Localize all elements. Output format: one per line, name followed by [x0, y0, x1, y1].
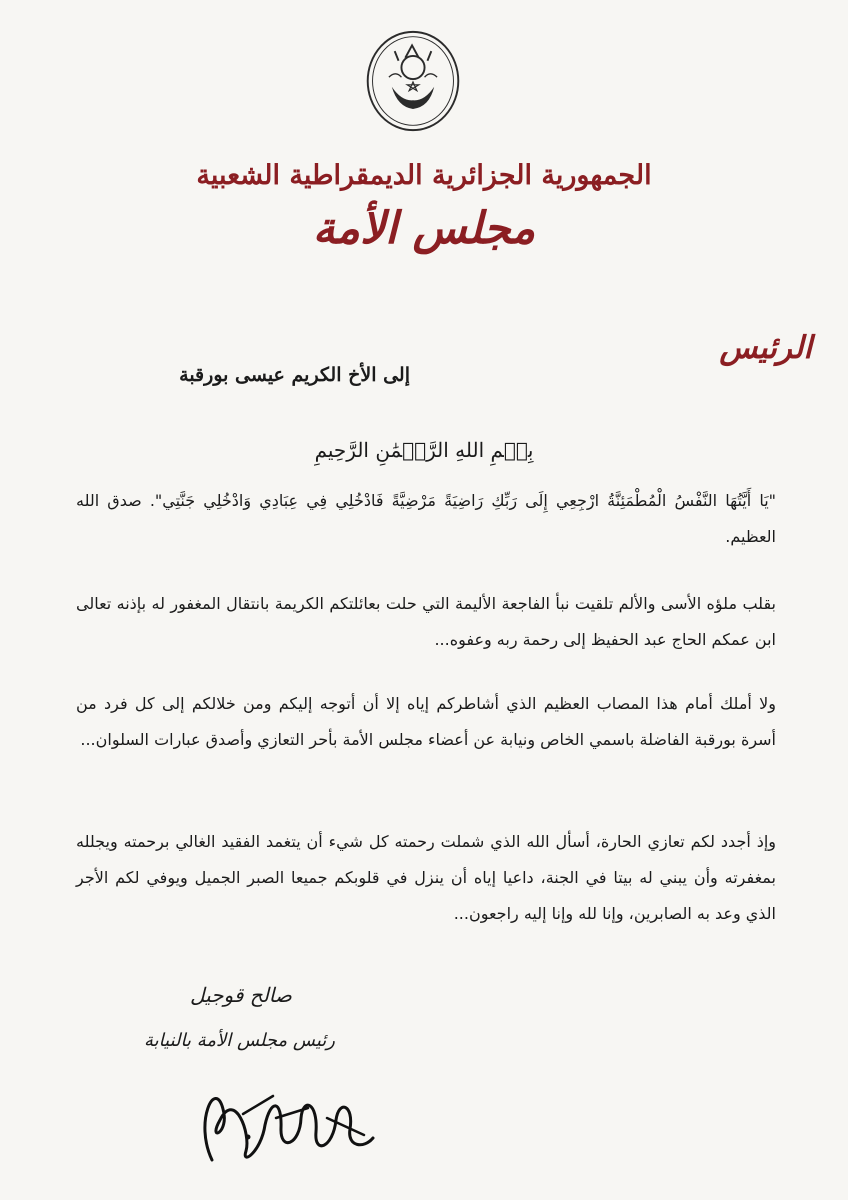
condolence-paragraph-1: بقلب ملؤه الأسى والألم تلقيت نبأ الفاجعة الأليمة التي حلت بعائلتكم الكريمة بانتقال المغفور له بإذنه تعالى ابن عمكم الحاج عبد الحفيظ إلى رحمة ربه وعفوه... — [76, 594, 776, 649]
condolence-paragraph-2: ولا أملك أمام هذا المصاب العظيم الذي أشاطركم إياه إلا أن أتوجه إليكم ومن خلالكم إلى كل فرد من أسرة بورقبة الفاضلة باسمي الخاص ونيابة عن أعضاء مجلس الأمة بأحر التعازي وأصدق عبارات السلوان... — [76, 694, 776, 749]
president-label: الرئيس — [719, 330, 812, 366]
handwritten-signature — [190, 1060, 380, 1175]
quran-verse: "يَا أَيَّتُهَا النَّفْسُ الْمُطْمَئِنَّةُ ارْجِعِي إِلَى رَبِّكِ رَاضِيَةً مَرْضِيَّةً فَادْخُلِي فِي عِبَادِي وَادْخُلِي جَنَّتِي". صدق الله العظيم. — [76, 491, 776, 546]
recipient-line: إلى الأخ الكريم عيسى بورقبة — [179, 364, 410, 386]
condolence-paragraph-3: وإذ أجدد لكم تعازي الحارة، أسأل الله الذي شملت رحمته كل شيء أن يتغمد الفقيد الغالي برحمته ويجلله بمغفرته وأن يبني له بيتا في الجنة، داعيا إياه أن ينزل في قلوبكم جميعا الصبر الجميل ويوفي لكم الأجر الذي وعد به الصابرين، وإنا لله وإنا إليه راجعون... — [76, 832, 776, 923]
signer-title: رئيس مجلس الأمة بالنيابة — [144, 1030, 335, 1051]
council-title: مجلس الأمة — [312, 203, 536, 254]
basmala: بِسۡمِ اللهِ الرَّحۡمَٰنِ الرَّحِيمِ — [314, 438, 534, 462]
signer-name: صالح قوجيل — [190, 983, 292, 1007]
republic-title: الجمهورية الجزائرية الديمقراطية الشعبية — [196, 160, 652, 191]
emblem-seal — [364, 28, 462, 134]
